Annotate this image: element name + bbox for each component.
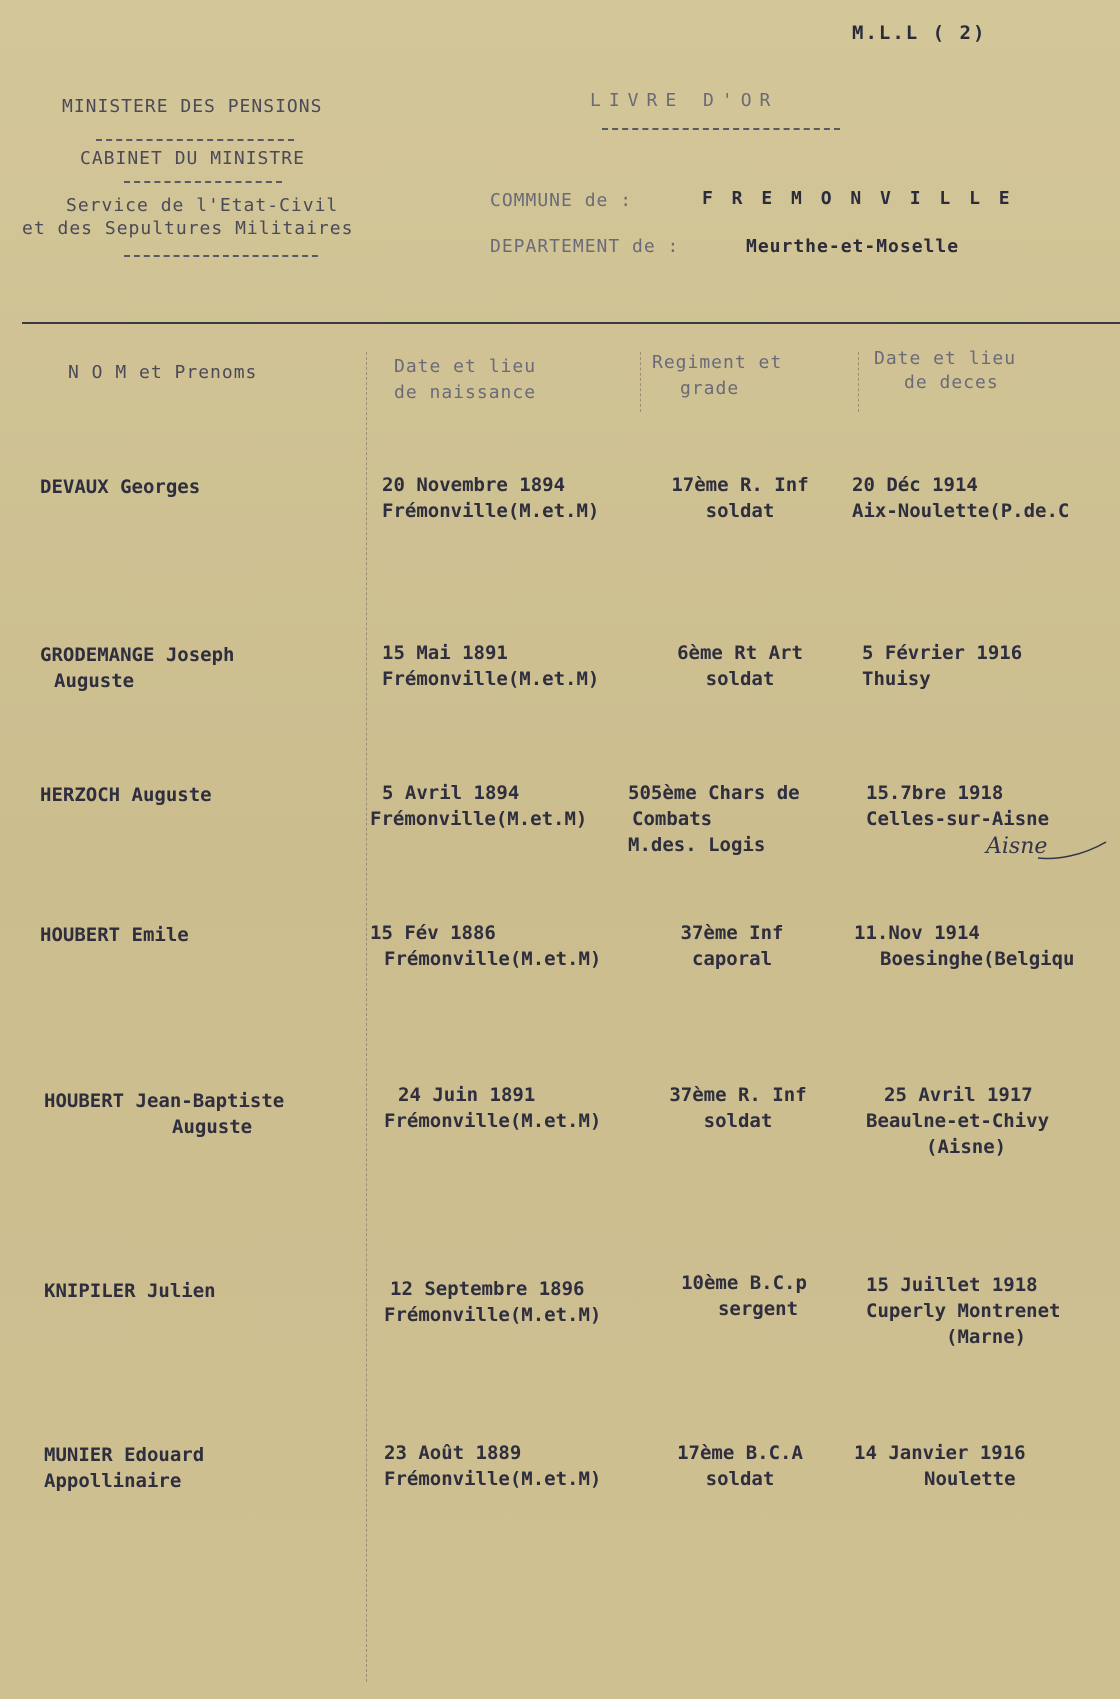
ministry-heading: MINISTERE DES PENSIONS — [62, 96, 323, 117]
column-guide — [640, 352, 641, 412]
column-header-birth-line-1: Date et lieu — [394, 356, 537, 377]
birth-date: 24 Juin 1891 — [398, 1084, 536, 1106]
table-row-death — [862, 640, 1022, 692]
name-line: HOUBERT Jean-Baptiste — [44, 1090, 285, 1112]
name-line: Appollinaire — [44, 1470, 182, 1492]
table-row-birth — [382, 640, 599, 692]
death-date: 15.7bre 1918 — [866, 782, 1004, 804]
table-row-birth — [384, 1440, 601, 1492]
birth-place: Frémonville(M.et.M) — [370, 808, 588, 830]
table-row-birth — [384, 1276, 601, 1328]
death-place: Boesinghe(Belgiqu — [880, 948, 1075, 970]
table-row-birth — [370, 780, 587, 832]
birth-date: 15 Fév 1886 — [370, 922, 496, 944]
column-header-regiment-line-2: grade — [680, 378, 740, 399]
service-line-2: et des Sepultures Militaires — [22, 218, 354, 239]
death-place: Cuperly Montrenet — [866, 1300, 1061, 1322]
divider — [124, 181, 282, 183]
table-row-name — [40, 782, 212, 808]
death-place: Aix-Noulette(P.de.C — [852, 500, 1070, 522]
name-line: HERZOCH Auguste — [40, 784, 212, 806]
departement-value: Meurthe-et-Moselle — [746, 236, 960, 257]
name-line: MUNIER Edouard — [44, 1444, 205, 1466]
column-header-birth-line-2: de naissance — [394, 382, 537, 403]
table-row-birth — [382, 472, 599, 524]
name-line: GRODEMANGE Joseph — [40, 644, 235, 666]
column-header-regiment-line-1: Regiment et — [652, 352, 783, 373]
grade-line: soldat — [705, 1468, 775, 1490]
regiment-line: 37ème R. Inf — [669, 1084, 807, 1106]
grade-line: soldat — [703, 1110, 773, 1132]
table-row-name — [40, 922, 189, 948]
annotation-underline — [1036, 840, 1108, 862]
table-row-name — [40, 474, 200, 500]
regiment-line: 10ème B.C.p — [681, 1272, 807, 1294]
death-date: 11.Nov 1914 — [854, 922, 980, 944]
birth-date: 15 Mai 1891 — [382, 642, 508, 664]
death-date: 25 Avril 1917 — [884, 1084, 1033, 1106]
column-header-death-line-1: Date et lieu — [874, 348, 1017, 369]
commune-value: F R E M O N V I L L E — [702, 188, 1014, 209]
table-row-name — [44, 1278, 216, 1304]
birth-date: 5 Avril 1894 — [382, 782, 520, 804]
death-date: 20 Déc 1914 — [852, 474, 978, 496]
name-line: KNIPILER Julien — [44, 1280, 216, 1302]
table-row-regiment — [644, 920, 820, 972]
death-place: Thuisy — [862, 668, 931, 690]
grade-line: M.des. Logis — [628, 834, 766, 856]
handwritten-annotation: Aisne — [986, 834, 1048, 859]
table-row-death — [866, 1082, 1049, 1160]
table-row-death — [866, 1272, 1060, 1350]
table-row-regiment — [656, 1270, 832, 1322]
regiment-line: 6ème Rt Art — [677, 642, 803, 664]
name-line: HOUBERT Emile — [40, 924, 189, 946]
table-row-death — [866, 780, 1049, 832]
table-row-regiment — [652, 640, 828, 692]
death-place: Noulette — [924, 1468, 1016, 1490]
table-row-birth — [384, 1082, 601, 1134]
commune-label: COMMUNE de : — [490, 190, 633, 211]
column-guide — [366, 352, 367, 1682]
name-line: DEVAUX Georges — [40, 476, 201, 498]
grade-line: soldat — [705, 668, 775, 690]
grade-line: caporal — [691, 948, 773, 970]
birth-place: Frémonville(M.et.M) — [384, 1468, 602, 1490]
table-row-regiment — [628, 780, 800, 858]
table-row-birth — [370, 920, 601, 972]
birth-place: Frémonville(M.et.M) — [384, 948, 602, 970]
table-row-regiment — [650, 1082, 826, 1134]
divider — [124, 255, 318, 257]
birth-date: 12 Septembre 1896 — [390, 1278, 585, 1300]
birth-place: Frémonville(M.et.M) — [384, 1110, 602, 1132]
name-line: Auguste — [172, 1116, 253, 1138]
cabinet-heading: CABINET DU MINISTRE — [80, 148, 305, 169]
table-row-death — [854, 1440, 1026, 1492]
regiment-line: 17ème R. Inf — [671, 474, 809, 496]
regiment-line: Combats — [632, 808, 713, 830]
column-header-name: N O M et Prenoms — [68, 362, 258, 383]
departement-label: DEPARTEMENT de : — [490, 236, 680, 257]
birth-place: Frémonville(M.et.M) — [384, 1304, 602, 1326]
regiment-line: 37ème Inf — [680, 922, 784, 944]
death-place: Beaulne-et-Chivy — [866, 1110, 1050, 1132]
service-line-1: Service de l'Etat-Civil — [66, 195, 339, 216]
table-row-name — [44, 1088, 284, 1140]
birth-place: Frémonville(M.et.M) — [382, 500, 600, 522]
column-guide — [858, 352, 859, 412]
document-reference: M.L.L ( 2) — [852, 22, 987, 44]
death-date: 15 Juillet 1918 — [866, 1274, 1038, 1296]
table-row-regiment — [652, 472, 828, 524]
divider — [602, 128, 840, 130]
table-row-name — [44, 1442, 204, 1494]
death-date: 5 Février 1916 — [862, 642, 1023, 664]
birth-place: Frémonville(M.et.M) — [382, 668, 600, 690]
birth-date: 20 Novembre 1894 — [382, 474, 566, 496]
grade-line: soldat — [705, 500, 775, 522]
death-date: 14 Janvier 1916 — [854, 1442, 1026, 1464]
table-row-death — [852, 472, 1069, 524]
death-region: (Marne) — [946, 1326, 1027, 1348]
name-line: Auguste — [54, 670, 135, 692]
death-region: (Aisne) — [926, 1136, 1007, 1158]
table-row-name — [40, 642, 234, 694]
table-row-regiment — [652, 1440, 828, 1492]
regiment-line: 17ème B.C.A — [677, 1442, 803, 1464]
table-row-death — [854, 920, 1074, 972]
header-rule — [22, 322, 1120, 324]
death-place: Celles-sur-Aisne — [866, 808, 1050, 830]
document-title: LIVRE D'OR — [590, 90, 779, 111]
birth-date: 23 Août 1889 — [384, 1442, 522, 1464]
grade-line: sergent — [717, 1298, 799, 1320]
divider — [96, 139, 294, 141]
column-header-death-line-2: de deces — [904, 372, 999, 393]
regiment-line: 505ème Chars de — [628, 782, 800, 804]
